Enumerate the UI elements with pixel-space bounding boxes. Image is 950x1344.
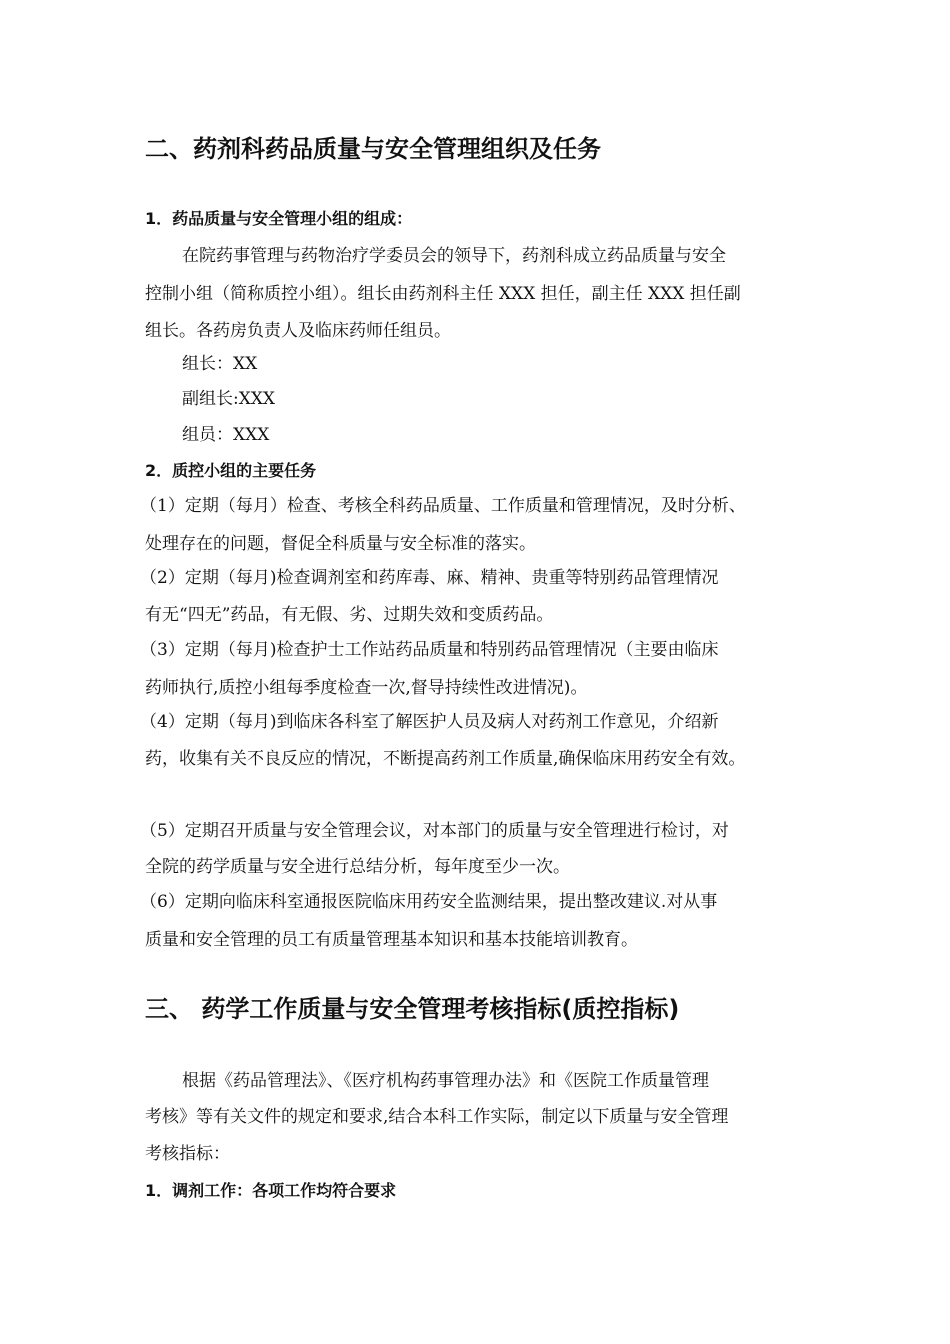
task-item-line: 处理存在的问题，督促全科质量与安全标准的落实。 — [145, 534, 536, 554]
section-2-sub-2-heading: 2．质控小组的主要任务 — [145, 461, 317, 480]
task-item-line: 质量和安全管理的员工有质量管理基本知识和基本技能培训教育。 — [145, 930, 638, 950]
section-2-sub-1-para-line: 组长。各药房负责人及临床药师任组员。 — [145, 321, 451, 341]
task-item-line: 药，收集有关不良反应的情况，不断提高药剂工作质量,确保临床用药安全有效。 — [145, 749, 746, 769]
task-item-line: 全院的药学质量与安全进行总结分析，每年度至少一次。 — [145, 857, 570, 877]
member-members: 组员：XXX — [182, 425, 270, 445]
task-item-line: （5）定期召开质量与安全管理会议，对本部门的质量与安全管理进行检讨，对 — [140, 821, 729, 841]
member-deputy-leader: 副组长:XXX — [182, 389, 276, 409]
task-item-line: （4）定期（每月)到临床各科室了解医护人员及病人对药剂工作意见，介绍新 — [140, 712, 719, 732]
section-2-sub-1-para-line: 在院药事管理与药物治疗学委员会的领导下，药剂科成立药品质量与安全 — [182, 246, 726, 266]
section-3-sub-1-heading: 1．调剂工作：各项工作均符合要求 — [145, 1181, 397, 1200]
task-item-line: 药师执行,质控小组每季度检查一次,督导持续性改进情况)。 — [145, 678, 588, 698]
section-2-sub-1-para-line: 控制小组（简称质控小组）。组长由药剂科主任 XXX 担任，副主任 XXX 担任副 — [145, 284, 741, 304]
member-leader: 组长：XX — [182, 354, 258, 374]
section-3-title: 三、 药学工作质量与安全管理考核指标(质控指标) — [145, 995, 680, 1023]
section-3-para-line: 考核》等有关文件的规定和要求,结合本科工作实际，制定以下质量与安全管理 — [145, 1107, 729, 1127]
task-item-line: （1）定期（每月）检查、考核全科药品质量、工作质量和管理情况，及时分析、 — [140, 496, 746, 516]
task-item-line: （3）定期（每月)检查护士工作站药品质量和特别药品管理情况（主要由临床 — [140, 640, 719, 660]
section-3-para-line: 考核指标： — [145, 1144, 230, 1164]
task-item-line: （2）定期（每月)检查调剂室和药库毒、麻、精神、贵重等特别药品管理情况 — [140, 568, 719, 588]
section-2-sub-1-heading: 1．药品质量与安全管理小组的组成： — [145, 209, 413, 228]
section-2-title: 二、药剂科药品质量与安全管理组织及任务 — [145, 135, 601, 163]
section-3-para-line: 根据《药品管理法》、《医疗机构药事管理办法》和《医院工作质量管理 — [182, 1071, 709, 1091]
task-item-line: 有无“四无”药品，有无假、劣、过期失效和变质药品。 — [145, 605, 554, 625]
task-item-line: （6）定期向临床科室通报医院临床用药安全监测结果，提出整改建议.对从事 — [140, 892, 718, 912]
